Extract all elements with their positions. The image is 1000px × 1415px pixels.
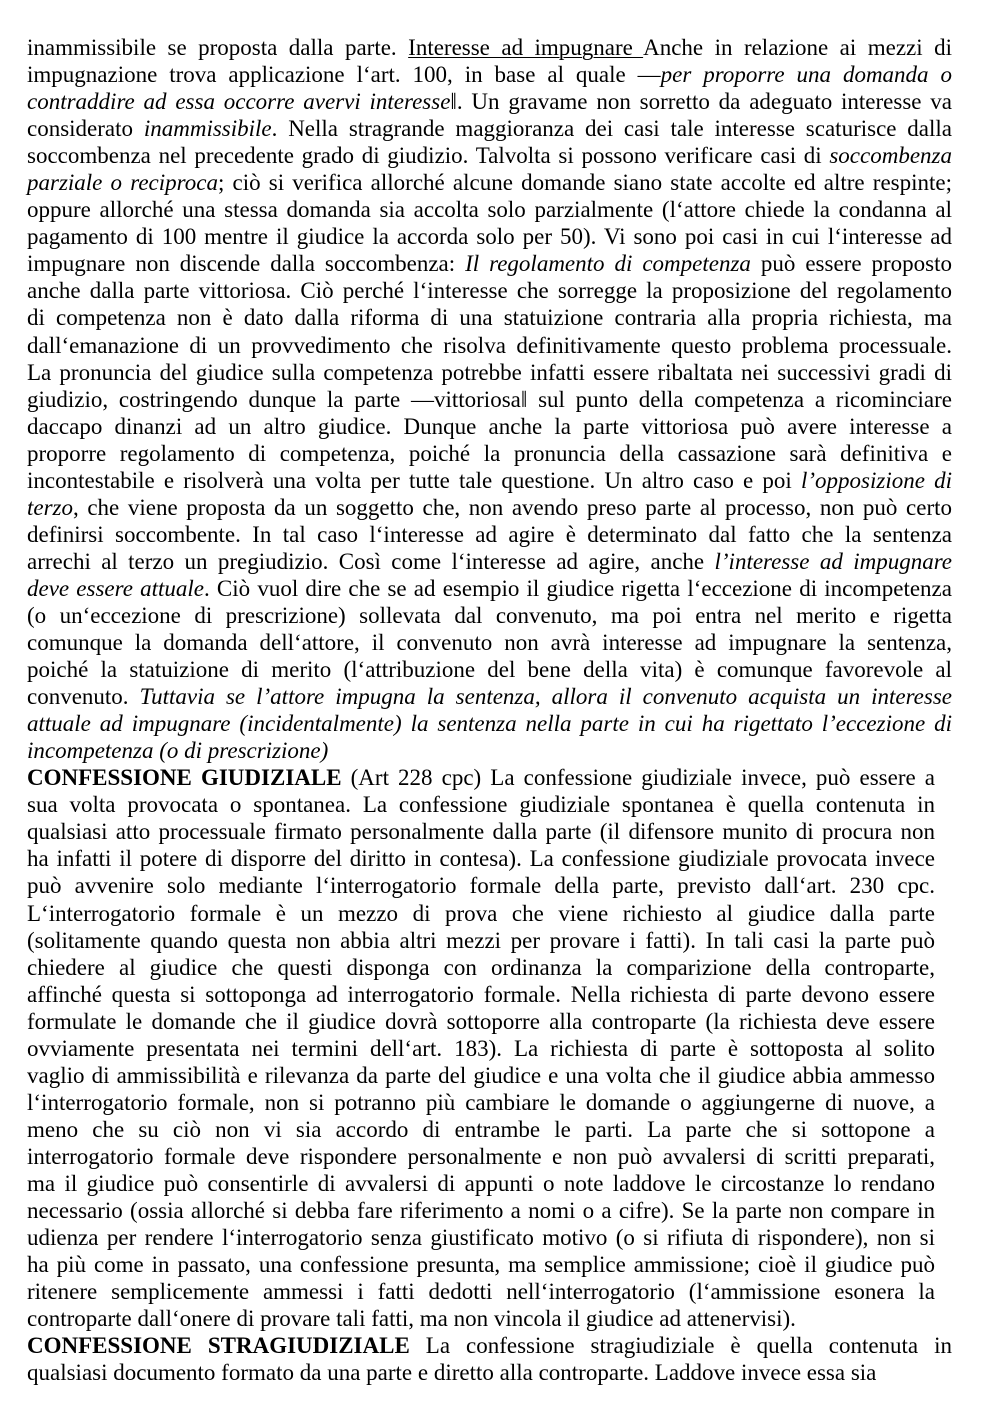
- text-run: impugnazione trova applicazione l‘art. 100, in base al quale ―: [27, 62, 661, 88]
- text-run: vaglio di ammissibilità e rilevanza da parte del giudice e una volta che il giudice abbia ammesso: [27, 1062, 935, 1088]
- paragraph-confessione-giudiziale: [27, 764, 935, 1332]
- text-run: incontestabile e risolverà una volta per tutte tale questione. Un altro caso e poi: [27, 467, 801, 493]
- text-line: [27, 683, 952, 710]
- text-run: ‖. Un gravame non sorretto da adeguato interesse va: [450, 89, 952, 115]
- text-run: ovviamente presentata nei termini dell‘art. 183). La richiesta di parte è sottoposta al solito: [27, 1035, 935, 1061]
- text-run: anche dalla parte vittoriosa. Ciò perché l‘interesse che sorregge la proposizione del regolamento: [27, 278, 952, 304]
- text-line: [27, 1062, 935, 1089]
- text-run: qualsiasi atto processuale firmato personalmente dalla parte (il difensore munito di procura non: [27, 819, 935, 845]
- text-line: [27, 900, 935, 927]
- text-run: ha più come in passato, una confessione presunta, ma semplice ammissione; cioè il giudice può: [27, 1252, 935, 1278]
- text-line: [27, 332, 952, 359]
- text-line: [27, 548, 952, 575]
- text-run: ; ciò si verifica allorché alcune domande siano state accolte ed altre respinte;: [217, 170, 953, 196]
- text-run: , che viene proposta da un soggetto che, non avendo preso parte al processo, non può certo: [73, 494, 952, 520]
- text-line: [27, 196, 952, 223]
- paragraph-interesse-ad-impugnare: [27, 34, 952, 764]
- text-run: convenuto.: [27, 684, 140, 710]
- text-line: [27, 467, 952, 494]
- text-run: ma il giudice può consentirle di avvalersi di appunti o note laddove le circostanze lo rendano: [27, 1170, 935, 1196]
- text-line: [27, 1035, 935, 1062]
- text-line: [27, 142, 952, 169]
- text-line: [27, 710, 952, 737]
- text-line: [27, 1332, 952, 1359]
- text-run: necessario (ossia allorché si debba fare riferimento a nomi o a cifre). Se la parte non compare in: [27, 1198, 935, 1224]
- text-line: [27, 1359, 952, 1386]
- text-line: [27, 1197, 935, 1224]
- section-heading: CONFESSIONE GIUDIZIALE: [27, 765, 342, 791]
- text-line: [27, 764, 935, 791]
- text-line: [27, 872, 935, 899]
- text-run: udienza per rendere l‘interrogatorio senza giustificato motivo (o si rifiuta di rispondere), non si: [27, 1225, 935, 1251]
- text-run: formulate le domande che il giudice dovrà sottoporre alla controparte (la richiesta deve essere: [27, 1008, 935, 1034]
- text-run: considerato: [27, 116, 144, 142]
- text-line: [27, 656, 952, 683]
- text-run: interrogatorio formale deve rispondere personalmente e non può avvalersi di scritti preparati,: [27, 1143, 935, 1169]
- underlined-heading: Interesse ad impugnare: [408, 35, 644, 60]
- text-run: ritenere semplicemente ammessi i fatti dedotti nell‘interrogatorio (l‘ammissione esonera la: [27, 1279, 935, 1305]
- text-run: daccapo dinanzi ad un altro giudice. Dunque anche la parte vittoriosa può avere interesse a: [27, 413, 952, 439]
- text-run: chiedere al giudice che questi disponga con ordinanza la comparizione della controparte,: [27, 954, 935, 980]
- italic-text-run: deve essere attuale: [27, 575, 204, 601]
- text-line: [27, 115, 952, 142]
- text-line: [27, 1116, 935, 1143]
- document-body: [27, 34, 952, 1386]
- text-run: l‘interrogatorio formale, non si potranno più cambiare le domande o aggiungerne di nuove, a: [27, 1089, 935, 1115]
- text-line: [27, 845, 935, 872]
- text-line: [27, 629, 952, 656]
- text-line: [27, 88, 952, 115]
- text-line: [27, 223, 952, 250]
- section-heading: CONFESSIONE STRAGIUDIZIALE: [27, 1333, 410, 1359]
- text-run: controparte dall‘onere di provare tali fatti, ma non vincola il giudice ad attenervisi).: [27, 1306, 796, 1332]
- text-run: La confessione stragiudiziale è quella contenuta in: [409, 1333, 952, 1359]
- text-run: inammissibile se proposta dalla parte.: [27, 35, 409, 60]
- text-line: [27, 1170, 935, 1197]
- text-line: [27, 1008, 935, 1035]
- text-run: definirsi soccombente. In tal caso l‘interesse ad agire è determinato dal fatto che la sentenza: [27, 521, 952, 547]
- text-line: [27, 494, 952, 521]
- text-run: può essere proposto: [750, 251, 952, 277]
- text-run: . Nella stragrande maggioranza dei casi tale interesse scaturisce dalla: [271, 116, 953, 142]
- text-run: proporre regolamento di competenza, poiché la pronuncia della cassazione sarà definitiva e: [27, 440, 952, 466]
- text-line: [27, 250, 952, 277]
- italic-text-run: Il regolamento di competenza: [465, 251, 751, 277]
- text-run: L‘interrogatorio formale è un mezzo di prova che viene richiesto al giudice dalla parte: [27, 900, 935, 926]
- text-run: sua volta provocata o spontanea. La confessione giudiziale spontanea è quella contenuta in: [27, 792, 935, 818]
- text-line: [27, 981, 935, 1008]
- text-run: giudizio, costringendo dunque la parte ―vittoriosa‖ sul punto della competenza a ricominciare: [27, 386, 952, 412]
- text-run: dall‘emanazione di un provvedimento che risolva definitivamente questo problema processuale.: [27, 332, 952, 358]
- text-line: [27, 386, 952, 413]
- text-line: [27, 61, 952, 88]
- text-run: oppure allorché una stessa domanda sia accolta solo parzialmente (l‘attore chiede la condanna al: [27, 197, 952, 223]
- text-line: [27, 169, 952, 196]
- text-line: [27, 818, 935, 845]
- text-run: meno che su ciò non vi sia accordo di entrambe le parti. La parte che si sottopone a: [27, 1116, 935, 1142]
- italic-text-run: Tuttavia se l’attore impugna la sentenza, allora il convenuto acquista un interesse: [139, 684, 952, 710]
- italic-text-run: soccombenza: [829, 143, 952, 169]
- text-line: [27, 737, 952, 764]
- italic-text-run: per proporre una domanda o: [660, 62, 952, 88]
- text-line: [27, 440, 952, 467]
- italic-text-run: attuale ad impugnare (incidentalmente) la sentenza nella parte in cui ha rigettato l’eccezione di: [27, 711, 952, 737]
- text-run: arrechi al terzo un pregiudizio. Così come l‘interesse ad agire, anche: [27, 548, 715, 574]
- italic-text-run: contraddire ad essa occorre avervi interesse: [27, 89, 451, 115]
- italic-text-run: l’opposizione di: [800, 467, 952, 493]
- text-line: [27, 575, 952, 602]
- text-line: [27, 1089, 935, 1116]
- text-line: [27, 1224, 935, 1251]
- text-run: può avvenire solo mediante l‘interrogatorio formale della parte, previsto dall‘art. 230 cpc.: [27, 873, 935, 899]
- text-line: [27, 791, 935, 818]
- text-run: soccombenza nel precedente grado di giudizio. Talvolta si possono verificare casi di: [27, 143, 830, 169]
- text-run: Anche in relazione ai mezzi di: [643, 35, 952, 60]
- text-run: (o un‘eccezione di prescrizione) sollevata dal convenuto, ma poi entra nel merito e rigetta: [27, 602, 952, 628]
- text-run: comunque la domanda dell‘attore, il convenuto non avrà interesse ad impugnare la sentenza,: [27, 630, 952, 656]
- text-line: [27, 413, 952, 440]
- text-line: [27, 1278, 935, 1305]
- text-line: [27, 1251, 935, 1278]
- text-line: [27, 34, 952, 61]
- italic-text-run: l’interesse ad impugnare: [714, 548, 952, 574]
- text-line: [27, 1305, 935, 1332]
- text-run: pagamento di 100 mentre il giudice la accorda solo per 50). Vi sono poi casi in cui l‘interesse ad: [27, 224, 952, 250]
- text-line: [27, 1143, 935, 1170]
- italic-text-run: inammissibile: [143, 116, 272, 142]
- text-run: affinché questa si sottoponga ad interrogatorio formale. Nella richiesta di parte devono essere: [27, 981, 935, 1007]
- italic-text-run: terzo: [27, 494, 73, 520]
- text-run: di competenza non è dato dalla riforma di una statuizione contraria alla propria richiesta, ma: [27, 305, 952, 331]
- text-line: [27, 359, 952, 386]
- text-run: poiché la statuizione di merito (l‘attribuzione del bene della vita) è comunque favorevole al: [27, 657, 952, 683]
- text-run: qualsiasi documento formato da una parte e diretto alla controparte. Laddove invece essa sia: [27, 1360, 877, 1386]
- text-run: impugnare non discende dalla soccombenza:: [27, 251, 466, 277]
- text-line: [27, 927, 935, 954]
- text-run: (Art 228 cpc) La confessione giudiziale invece, può essere a: [341, 765, 936, 791]
- text-run: ha infatti il potere di disporre del diritto in contesa). La confessione giudiziale provocata invece: [27, 846, 935, 872]
- italic-text-run: incompetenza (o di prescrizione): [27, 738, 329, 764]
- text-run: . Ciò vuol dire che se ad esempio il giudice rigetta l‘eccezione di incompetenza: [204, 575, 952, 601]
- text-line: [27, 304, 952, 331]
- text-run: (solitamente quando questa non abbia altri mezzi per provare i fatti). In tali casi la parte può: [27, 927, 935, 953]
- text-run: La pronuncia del giudice sulla competenza potrebbe infatti essere ribaltata nei successivi gradi di: [27, 359, 952, 385]
- paragraph-confessione-stragiudiziale: [27, 1332, 952, 1386]
- text-line: [27, 954, 935, 981]
- text-line: [27, 602, 952, 629]
- text-line: [27, 521, 952, 548]
- text-line: [27, 277, 952, 304]
- italic-text-run: parziale o reciproca: [27, 170, 218, 196]
